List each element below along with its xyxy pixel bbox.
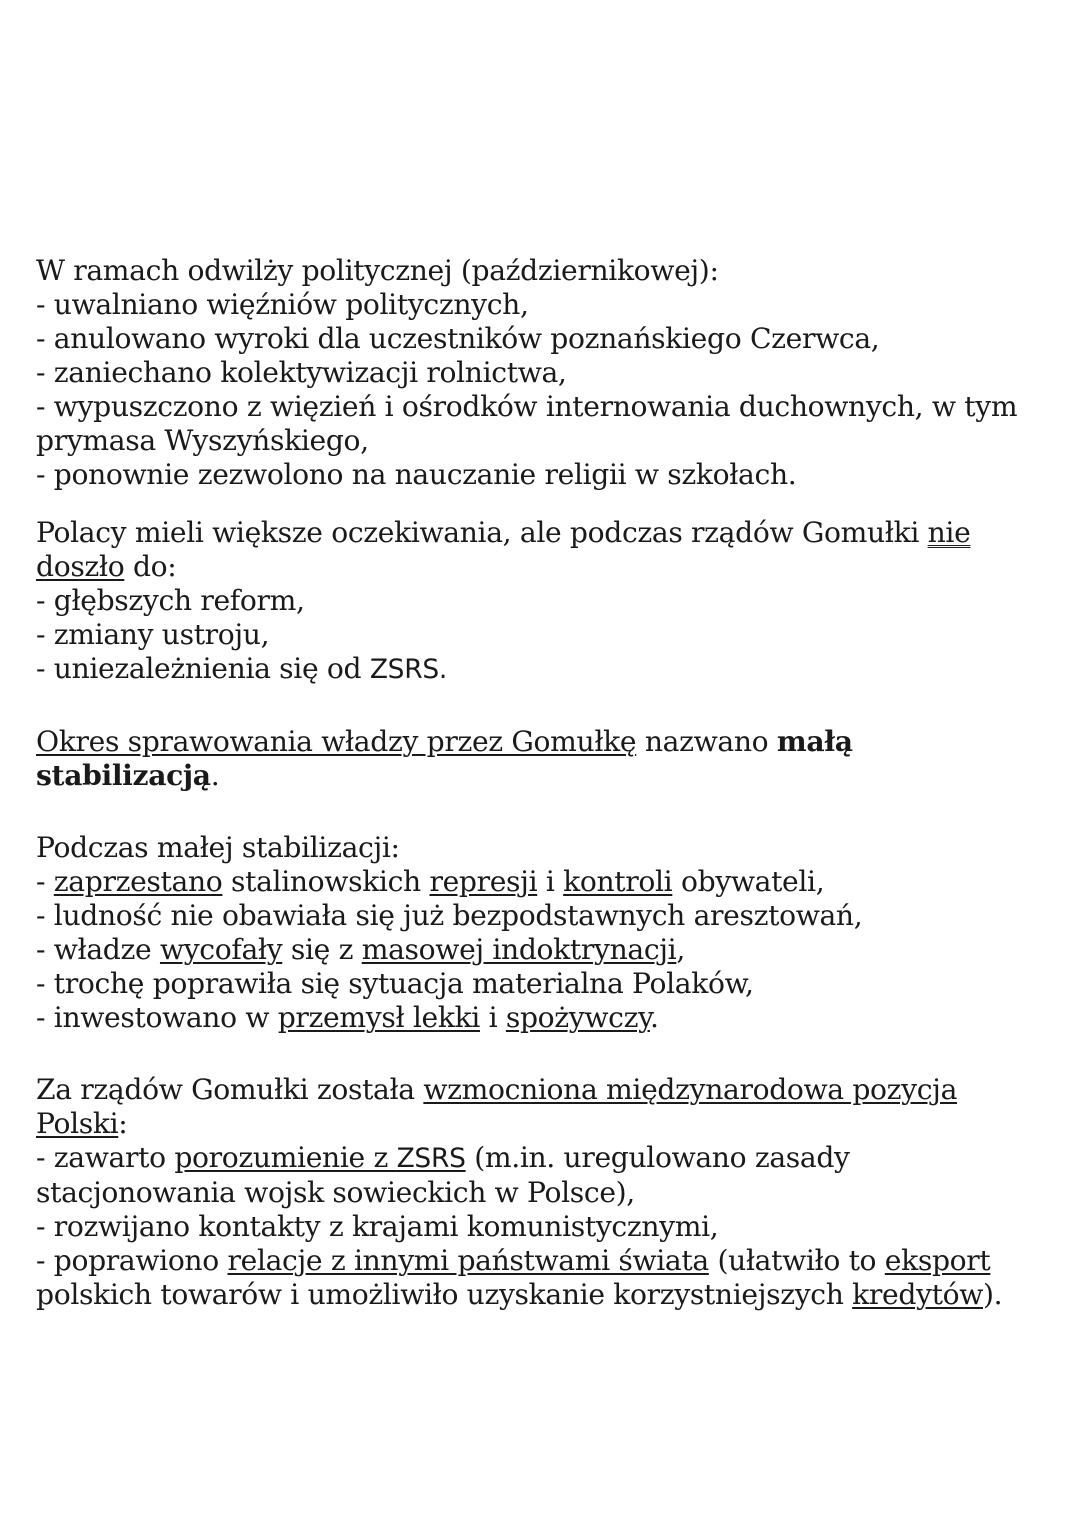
international-intro: Za rządów Gomułki została wzmocniona międzynarodowa pozycja xyxy=(36,1073,958,1106)
term-okres: Okres sprawowania władzy przez Gomułkę xyxy=(36,725,637,758)
list-item: - ludność nie obawiała się już bezpodstawnych aresztowań, xyxy=(36,899,863,932)
stabilization-definition-cont: stabilizacją. xyxy=(36,759,220,792)
list-item: - anulowano wyroki dla uczestników poznańskiego Czerwca, xyxy=(36,322,880,355)
list-item: - wypuszczono z więzień i ośrodków internowania duchownych, w tym xyxy=(36,390,1018,423)
list-item-continuation: polskich towarów i umożliwiło uzyskanie korzystniejszych kredytów). xyxy=(36,1278,1003,1311)
paragraph-thaw xyxy=(36,254,1046,492)
stabilization-definition: Okres sprawowania władzy przez Gomułkę nazwano małą xyxy=(36,725,853,758)
list-item-continuation: stacjonowania wojsk sowieckich w Polsce), xyxy=(36,1176,635,1209)
document-body xyxy=(36,254,1046,1336)
international-intro-cont: Polski: xyxy=(36,1107,128,1140)
list-item: - trochę poprawiła się sytuacja materialna Polaków, xyxy=(36,967,754,1000)
expectations-intro: Polacy mieli większe oczekiwania, ale podczas rządów Gomułki nie xyxy=(36,516,971,549)
thaw-intro: W ramach odwilży politycznej (październikowej): xyxy=(36,254,719,287)
list-item-continuation: prymasa Wyszyńskiego, xyxy=(36,424,369,457)
list-item: - zmiany ustroju, xyxy=(36,618,270,651)
list-item: - ponownie zezwolono na nauczanie religii w szkołach. xyxy=(36,458,797,491)
list-item: - zawarto porozumienie z ZSRS (m.in. uregulowano zasady xyxy=(36,1141,850,1174)
term-mala: małą xyxy=(776,725,853,758)
list-item: - władze wycofały się z masowej indoktrynacji, xyxy=(36,933,685,966)
expectations-intro-cont: doszło do: xyxy=(36,550,177,583)
list-item: - poprawiono relacje z innymi państwami świata (ułatwiło to eksport xyxy=(36,1244,991,1277)
term-stabilizacja: stabilizacją xyxy=(36,759,211,792)
list-item: - zaniechano kolektywizacji rolnictwa, xyxy=(36,356,567,389)
during-intro: Podczas małej stabilizacji: xyxy=(36,831,400,864)
list-item: - rozwijano kontakty z krajami komunistycznymi, xyxy=(36,1210,719,1243)
list-item: - głębszych reform, xyxy=(36,584,305,617)
list-item: - uwalniano więźniów politycznych, xyxy=(36,288,529,321)
list-item: - inwestowano w przemysł lekki i spożywczy. xyxy=(36,1001,659,1034)
emphasis-doszlo: doszło xyxy=(36,550,125,583)
list-item: - uniezależnienia się od ZSRS. xyxy=(36,652,447,685)
list-item: - zaprzestano stalinowskich represji i kontroli obywateli, xyxy=(36,865,825,898)
emphasis-nie: nie xyxy=(927,516,971,549)
paragraph-during-stabilization xyxy=(36,831,1046,1035)
paragraph-small-stabilization xyxy=(36,725,1046,793)
paragraph-international-position xyxy=(36,1073,1046,1312)
paragraph-expectations xyxy=(36,516,1046,687)
